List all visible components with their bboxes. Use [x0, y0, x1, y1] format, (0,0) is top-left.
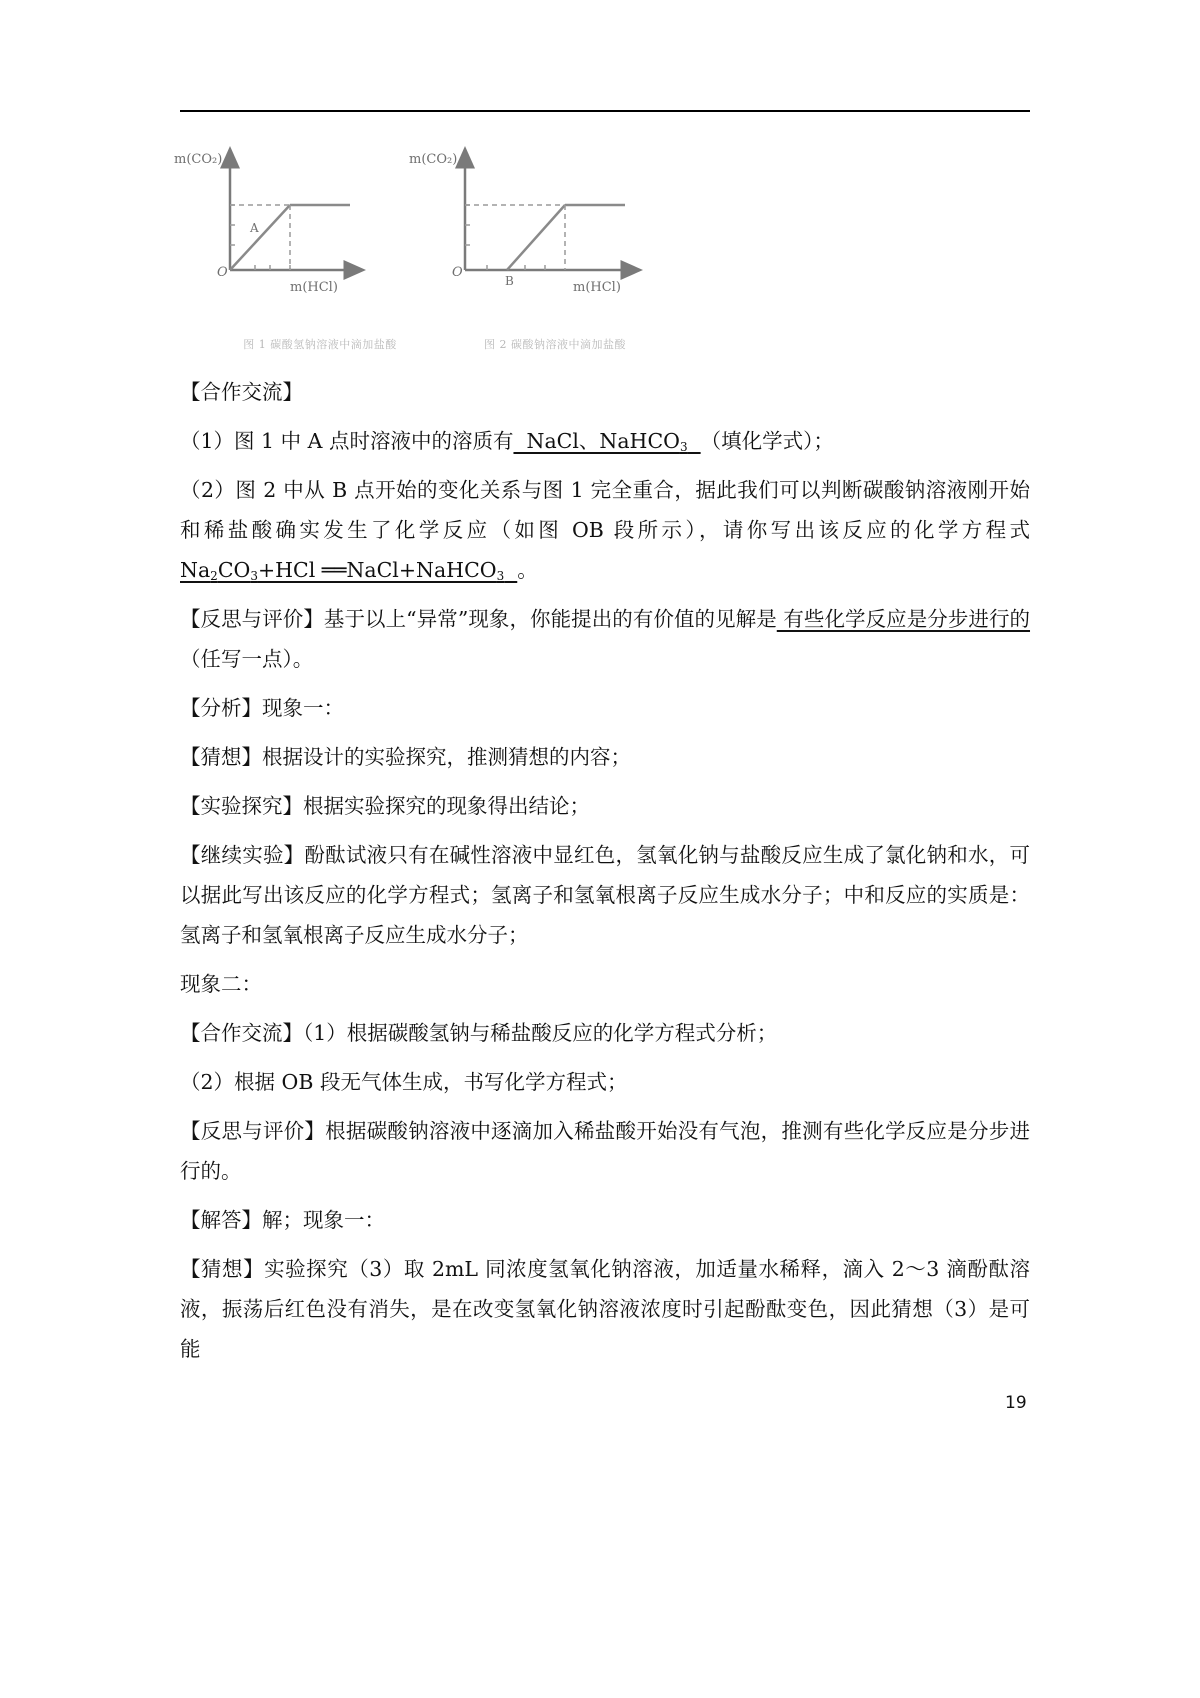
text: （填化学式）；: [700, 429, 834, 453]
text: 。: [517, 558, 538, 582]
paragraph: [180, 599, 1030, 679]
paragraph: 【解答】解；现象一：: [180, 1208, 385, 1232]
paragraph: 【猜想】实验探究（3）取 2mL 同浓度氢氧化钠溶液，加适量水稀释，滴入 2～3 滴酚酞溶液，振荡后红色没有消失，是在改变氢氧化钠溶液浓度时引起酚酞变色，因此猜想（3）是可能: [180, 1257, 1030, 1361]
figure-1: [174, 150, 450, 360]
page-number: 19: [1005, 1393, 1027, 1413]
paragraph: 【合作交流】（1）根据碳酸氢钠与稀盐酸反应的化学方程式分析；: [180, 1021, 778, 1045]
text: （任写一点）。: [180, 647, 314, 671]
axis-ticks: [465, 205, 545, 270]
paragraph: 【分析】现象一：: [180, 696, 344, 720]
header-rule: [180, 110, 1030, 112]
paragraph: 【继续实验】酚酞试液只有在碱性溶液中显红色，氢氧化钠与盐酸反应生成了氯化钠和水，可以据此写出该反应的化学方程式；氢离子和氢氧根离子反应生成水分子；中和反应的实质是：氢离子和氢氧根离子反应生成水分子；: [180, 843, 1030, 947]
text: （2）图 2 中从 B 点开始的变化关系与图 1 完全重合，据此我们可以判断碳酸钠溶液刚开始和稀盐酸确实发生了化学反应（如图 OB 段所示），请你写出该反应的化学方程式: [180, 478, 1030, 542]
figure-1-caption: 图 1 碳酸氢钠溶液中滴加盐酸: [243, 338, 397, 351]
y-axis-label: m(CO₂): [409, 152, 458, 167]
origin-label: O: [217, 265, 228, 280]
paragraph: [180, 470, 1030, 590]
origin-label: O: [452, 265, 463, 280]
document-body: [180, 372, 1030, 1369]
figure-2: [409, 150, 685, 360]
paragraph: 【反思与评价】根据碳酸钠溶液中逐滴加入稀盐酸开始没有气泡，推测有些化学反应是分步进行的。: [180, 1119, 1030, 1183]
y-axis-label: m(CO₂): [174, 152, 223, 167]
x-axis-label: m(HCl): [290, 280, 338, 295]
rising-segment: [230, 205, 290, 270]
answer-text: 有些化学反应是分步进行的: [776, 607, 1031, 631]
paragraph: 【合作交流】: [180, 380, 303, 404]
paragraph: 【猜想】根据设计的实验探究，推测猜想的内容；: [180, 745, 631, 769]
paragraph: 【实验探究】根据实验探究的现象得出结论；: [180, 794, 590, 818]
text: （1）图 1 中 A 点时溶液中的溶质有: [180, 429, 514, 453]
figure-2-caption: 图 2 碳酸钠溶液中滴加盐酸: [484, 338, 626, 351]
paragraph: 现象二：: [180, 972, 262, 996]
paragraph: （2）根据 OB 段无气体生成，书写化学方程式；: [180, 1070, 628, 1094]
answer-text: NaCl、NaHCO$_3$: [513, 429, 688, 454]
figure-1-graph: [174, 150, 450, 330]
rising-segment: [507, 205, 565, 270]
point-b-label: B: [505, 274, 514, 288]
x-axis-label: m(HCl): [573, 280, 621, 295]
figure-2-graph: [409, 150, 685, 330]
paragraph: [180, 421, 1030, 461]
point-a-label: A: [250, 221, 259, 235]
text: 【反思与评价】基于以上“异常”现象，你能提出的有价值的见解是: [180, 607, 777, 631]
answer-equation: $Na_2CO_3+HCl$ ══NaCl+NaHCO$_3$: [180, 558, 505, 583]
